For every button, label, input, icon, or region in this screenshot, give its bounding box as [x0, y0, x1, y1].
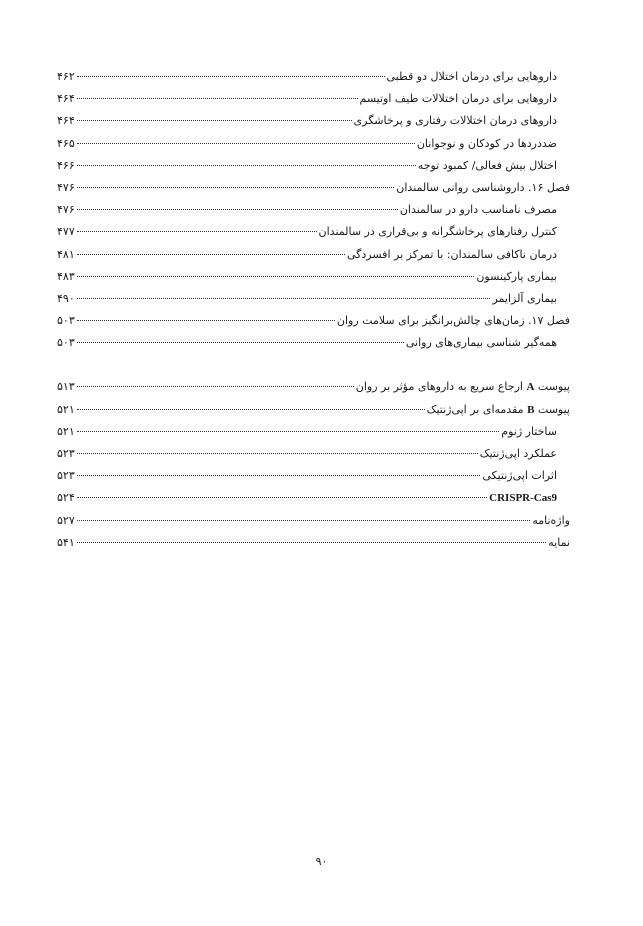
- appendix-title: مقدمه‌ای بر اپی‌ژنتیک: [426, 402, 524, 416]
- toc-entry-page: ۴۶۴: [57, 114, 75, 128]
- toc-entry-page: ۵۱۳: [57, 380, 75, 394]
- toc-entry-page: ۴۶۲: [57, 70, 75, 83]
- table-of-contents: [57, 66, 570, 554]
- toc-entry[interactable]: [57, 487, 570, 509]
- toc-entry-page: ۵۲۱: [57, 424, 75, 438]
- toc-entry-page: ۴۸۳: [57, 269, 75, 283]
- appendix-letter: A: [526, 381, 535, 394]
- toc-entry-title: [356, 376, 570, 398]
- toc-entry[interactable]: [57, 88, 570, 110]
- toc-entry[interactable]: [57, 443, 570, 465]
- dot-leader: [77, 409, 425, 410]
- toc-entry-title: فصل ۱۶. داروشناسی روانی سالمندان: [396, 180, 570, 194]
- dot-leader: [77, 386, 354, 387]
- dot-leader: [77, 187, 395, 188]
- dot-leader: [77, 520, 531, 521]
- toc-gap: [57, 354, 570, 376]
- toc-entry-title: واژه‌نامه: [532, 513, 570, 527]
- toc-entry[interactable]: [57, 310, 570, 332]
- page-number: ۹۰: [315, 855, 328, 868]
- appendix-letter: B: [527, 403, 535, 416]
- toc-entry-page: ۴۷۷: [57, 225, 75, 239]
- toc-entry-title: داروهای درمان اختلالات رفتاری و پرخاشگری: [353, 114, 557, 128]
- dot-leader: [77, 209, 398, 210]
- toc-entry-page: ۴۷۶: [57, 180, 75, 194]
- toc-entry-title: بیماری پارکینسون: [476, 269, 557, 283]
- appendix-prefix: پیوست: [537, 380, 570, 394]
- toc-entry-page: ۴۸۱: [57, 247, 75, 261]
- toc-entry-page: ۴۷۶: [57, 203, 75, 217]
- toc-entry[interactable]: [57, 376, 570, 398]
- toc-entry-title: کنترل رفتارهای پرخاشگرانه و بی‌قراری در سالمندان: [318, 225, 557, 239]
- dot-leader: [77, 453, 478, 454]
- toc-entry-title: ساختار ژنوم: [501, 424, 557, 438]
- toc-entry[interactable]: [57, 110, 570, 132]
- dot-leader: [77, 76, 385, 77]
- toc-entry[interactable]: [57, 244, 570, 266]
- toc-entry-title: همه‌گیر شناسی بیماری‌های روانی: [405, 336, 557, 350]
- toc-entry-title: نمایه: [548, 535, 570, 549]
- toc-entry-page: ۵۲۴: [57, 491, 75, 505]
- toc-entry-title: مصرف نامناسب دارو در سالمندان: [399, 203, 557, 217]
- dot-leader: [77, 298, 491, 299]
- toc-entry-title: عملکرد اپی‌ژنتیک: [479, 447, 557, 460]
- toc-entry-latin-title: CRISPR-Cas9: [489, 492, 557, 505]
- toc-entry[interactable]: [57, 288, 570, 310]
- toc-entry[interactable]: [57, 332, 570, 354]
- dot-leader: [77, 254, 345, 255]
- toc-entry[interactable]: [57, 266, 570, 288]
- toc-entry-page: ۴۶۵: [57, 136, 75, 150]
- dot-leader: [77, 98, 358, 99]
- toc-entry-title: ضددردها در کودکان و نوجوانان: [416, 136, 557, 150]
- toc-entry-title: اثرات اپی‌ژنتیکی: [482, 469, 557, 483]
- toc-entry[interactable]: [57, 133, 570, 155]
- toc-entry-page: ۴۶۶: [57, 158, 75, 172]
- dot-leader: [77, 475, 481, 476]
- dot-leader: [77, 342, 404, 343]
- toc-entry[interactable]: [57, 421, 570, 443]
- dot-leader: [77, 431, 500, 432]
- dot-leader: [77, 497, 487, 498]
- toc-entry-title: [427, 399, 570, 421]
- dot-leader: [77, 542, 547, 543]
- toc-group-1: [57, 66, 570, 354]
- toc-entry-page: ۵۲۳: [57, 447, 75, 460]
- toc-entry[interactable]: [57, 155, 570, 177]
- toc-entry[interactable]: [57, 465, 570, 487]
- toc-entry-page: ۵۴۱: [57, 535, 75, 549]
- dot-leader: [77, 276, 475, 277]
- appendix-title: ارجاع سریع به داروهای مؤثر بر روان: [355, 380, 523, 394]
- toc-entry-page: ۴۹۰: [57, 291, 75, 305]
- toc-group-2: [57, 376, 570, 554]
- dot-leader: [77, 143, 415, 144]
- toc-entry-page: ۵۲۳: [57, 469, 75, 483]
- toc-entry-page: ۵۰۳: [57, 336, 75, 350]
- toc-entry[interactable]: [57, 199, 570, 221]
- toc-entry[interactable]: [57, 399, 570, 421]
- toc-entry-title: بیماری آلزایمر: [492, 291, 557, 305]
- toc-entry[interactable]: [57, 510, 570, 532]
- toc-entry-page: ۵۲۱: [57, 402, 75, 416]
- toc-entry-page: ۵۰۳: [57, 314, 75, 328]
- toc-entry-page: ۵۲۷: [57, 513, 75, 527]
- toc-entry[interactable]: [57, 221, 570, 243]
- toc-entry-page: ۴۶۴: [57, 92, 75, 106]
- toc-entry[interactable]: [57, 177, 570, 199]
- toc-entry-title: فصل ۱۷. زمان‌های چالش‌برانگیز برای سلامت روان: [336, 314, 570, 328]
- dot-leader: [77, 165, 416, 166]
- toc-entry-title: [489, 487, 557, 509]
- appendix-prefix: پیوست: [537, 402, 570, 416]
- toc-entry-title: داروهایی برای درمان اختلال دو قطبی: [386, 70, 557, 83]
- dot-leader: [77, 320, 335, 321]
- dot-leader: [77, 120, 352, 121]
- toc-entry[interactable]: [57, 532, 570, 554]
- toc-entry-title: درمان ناکافی سالمندان: با تمرکز بر افسردگی: [347, 247, 557, 261]
- toc-entry-title: اختلال بیش فعالی/ کمبود توجه: [417, 158, 557, 172]
- dot-leader: [77, 231, 317, 232]
- toc-entry[interactable]: [57, 66, 570, 88]
- toc-entry-title: داروهایی برای درمان اختلالات طیف اوتیسم: [359, 92, 557, 106]
